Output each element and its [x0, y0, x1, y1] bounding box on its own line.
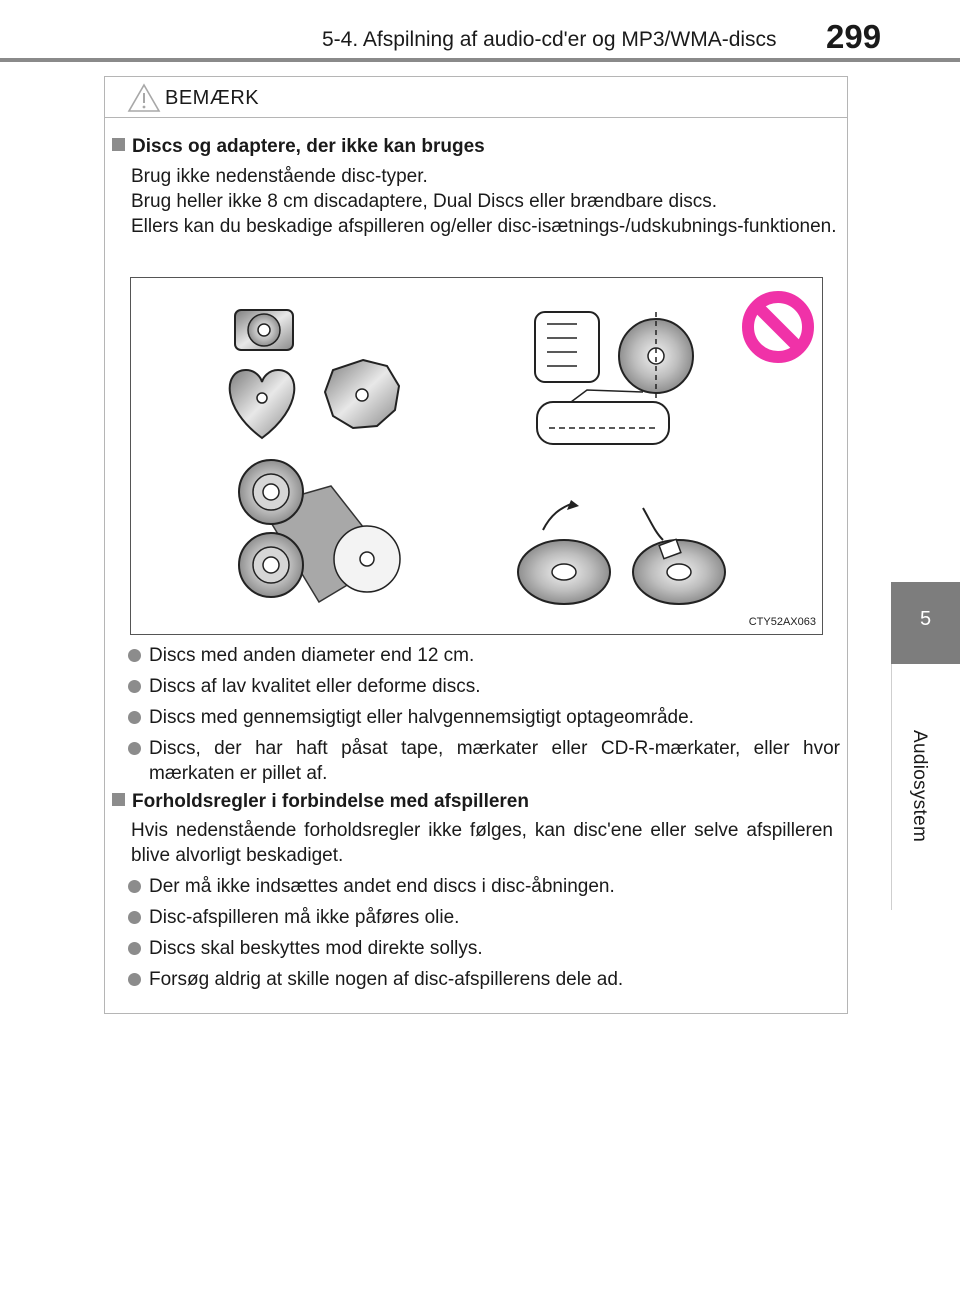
peeled-label-disc-icon	[518, 500, 610, 604]
heart-disc-icon	[230, 370, 295, 438]
list-item-text: Discs af lav kvalitet eller deforme discs.	[149, 676, 481, 697]
paragraph: Ellers kan du beskadige afspilleren og/eller disc-isætnings-/udskubnings-funktionen.	[131, 216, 837, 237]
figure-code: CTY52AX063	[748, 616, 816, 628]
bullet-dot-icon	[128, 680, 141, 693]
section-heading	[112, 136, 485, 158]
square-bullet-icon	[112, 793, 125, 806]
list-item	[128, 874, 840, 899]
paragraph: Brug heller ikke 8 cm discadaptere, Dual Discs eller brændbare discs.	[131, 191, 718, 212]
dual-disc-icon	[535, 312, 693, 444]
bullet-dot-icon	[128, 942, 141, 955]
figure-unusable-discs	[130, 277, 823, 635]
adapter-disc-icon	[239, 460, 400, 602]
page-number: 299	[826, 18, 882, 55]
section-heading-text: Forholdsregler i forbindelse med afspilleren	[132, 791, 529, 812]
bullet-dot-icon	[128, 973, 141, 986]
list-item	[128, 736, 840, 786]
chapter-tab	[891, 582, 960, 664]
notice-label: BEMÆRK	[165, 87, 260, 109]
list-item-text: Discs med anden diameter end 12 cm.	[149, 645, 475, 666]
section-heading	[112, 791, 529, 813]
list-item-text: Discs, der har haft påsat tape, mærkater eller CD-R-mærkater, eller hvor mærkaten er pillet af.	[149, 738, 840, 784]
bullet-dot-icon	[128, 911, 141, 924]
bullet-dot-icon	[128, 880, 141, 893]
list-item	[128, 705, 840, 730]
paragraph: Brug ikke nedenstående disc-typer.	[131, 166, 428, 187]
chapter-tab-label: Audiosystem	[909, 730, 930, 843]
list-item-text: Discs med gennemsigtigt eller halvgennemsigtigt optageområde.	[149, 707, 694, 728]
taped-disc-icon	[633, 508, 725, 604]
square-disc-icon	[235, 310, 293, 350]
list-item-text: Discs skal beskyttes mod direkte sollys.	[149, 938, 483, 959]
square-bullet-icon	[112, 138, 125, 151]
prohibition-icon	[748, 297, 808, 357]
list-item	[128, 674, 840, 699]
list-item-text: Der må ikke indsættes andet end discs i disc-åbningen.	[149, 876, 615, 897]
bullet-dot-icon	[128, 711, 141, 724]
warning-icon	[127, 83, 161, 113]
section-heading-text: Discs og adaptere, der ikke kan bruges	[132, 136, 485, 157]
chapter-title: 5-4. Afspilning af audio-cd'er og MP3/WMA-discs	[322, 28, 777, 51]
disc-illustration	[131, 278, 822, 634]
polygon-disc-icon	[325, 360, 399, 428]
list-item	[128, 967, 840, 992]
bullet-dot-icon	[128, 742, 141, 755]
list-item	[128, 905, 840, 930]
header-rule	[0, 58, 960, 62]
chapter-tab-number: 5	[919, 608, 932, 630]
paragraph: Hvis nedenstående forholdsregler ikke følges, kan disc'ene eller selve afspilleren blive alvorligt beskadiget.	[131, 820, 833, 866]
list-item-text: Disc-afspilleren må ikke påføres olie.	[149, 907, 460, 928]
bullet-dot-icon	[128, 649, 141, 662]
list-item	[128, 936, 840, 961]
list-item	[128, 643, 840, 668]
notice-header	[105, 77, 847, 118]
list-item-text: Forsøg aldrig at skille nogen af disc-afspillerens dele ad.	[149, 969, 624, 990]
